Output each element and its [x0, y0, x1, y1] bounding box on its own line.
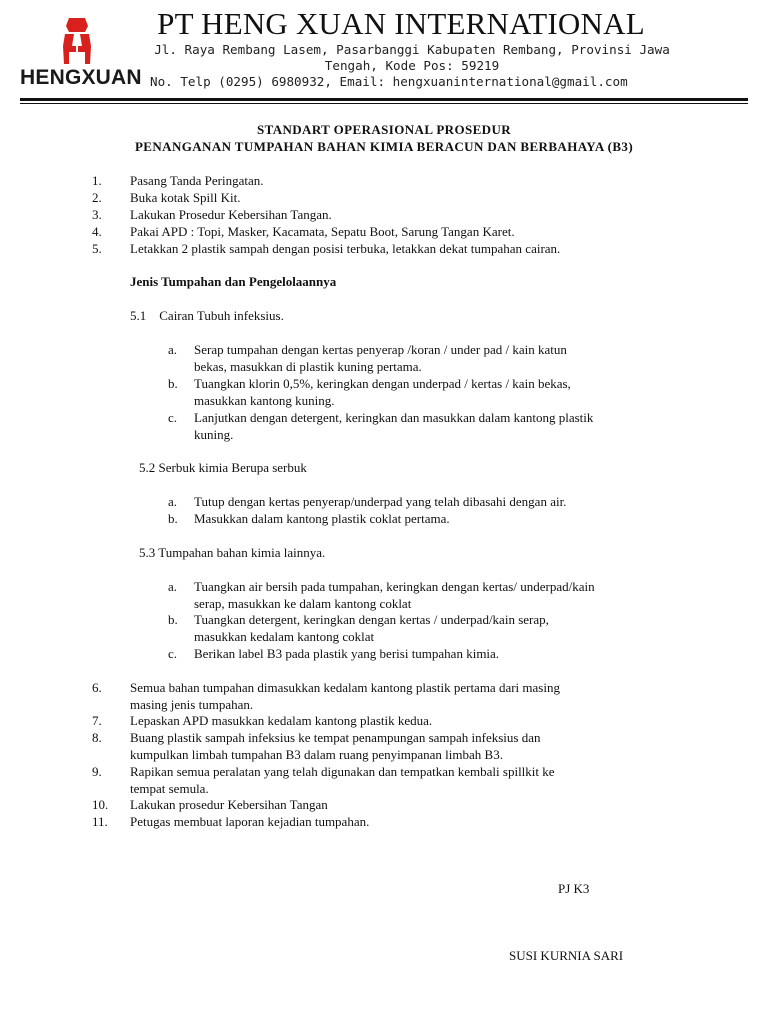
sub-item-letter: c. — [168, 410, 178, 425]
address-line-2: Tengah, Kode Pos: 59219 — [324, 58, 500, 73]
subsection-heading-5-1: 5.1 Cairan Tubuh infeksius. — [130, 308, 284, 323]
step-text: Lepaskan APD masukkan kedalam kantong plastik kedua. — [130, 713, 433, 728]
step-text: Rapikan semua peralatan yang telah digunakan dan tempatkan kembali spillkit ke — [130, 764, 555, 779]
sub-item-text: masukkan kantong kuning. — [194, 393, 335, 408]
signature-role: PJ K3 — [558, 881, 590, 896]
contact-line: No. Telp (0295) 6980932, Email: hengxuaninternational@gmail.com — [150, 74, 628, 89]
subsection-heading-5-2: 5.2 Serbuk kimia Berupa serbuk — [139, 460, 307, 475]
step-text: kumpulkan limbah tumpahan B3 dalam ruang penyimpanan limbah B3. — [130, 747, 503, 762]
header-divider-thin — [20, 103, 748, 104]
sub-item-text: serap, masukkan ke dalam kantong coklat — [194, 596, 412, 611]
sub-item-text: Tuangkan detergent, keringkan dengan kertas / underpad/kain serap, — [194, 612, 549, 627]
logo-wordmark: HENGXUAN — [20, 66, 142, 89]
sub-item-text: Tuangkan air bersih pada tumpahan, keringkan dengan kertas/ underpad/kain — [194, 579, 595, 594]
step-text: Semua bahan tumpahan dimasukkan kedalam kantong plastik pertama dari masing — [130, 680, 560, 695]
sub-item-text: kuning. — [194, 427, 234, 442]
sub-item-letter: b. — [168, 612, 178, 627]
step-number: 7. — [92, 713, 102, 728]
step-number: 10. — [92, 797, 109, 812]
address-line-1: Jl. Raya Rembang Lasem, Pasarbanggi Kabupaten Rembang, Provinsi Jawa — [154, 42, 670, 57]
header-divider-thick — [20, 98, 748, 101]
document-subtitle: PENANGANAN TUMPAHAN BAHAN KIMIA BERACUN DAN BERBAHAYA (B3) — [134, 139, 634, 154]
step-text: tempat semula. — [130, 781, 209, 796]
company-logo-icon — [60, 16, 94, 66]
step-text: Lakukan Prosedur Kebersihan Tangan. — [130, 207, 332, 222]
document-title: STANDART OPERASIONAL PROSEDUR — [256, 122, 512, 137]
step-text: Letakkan 2 plastik sampah dengan posisi terbuka, letakkan dekat tumpahan cairan. — [130, 241, 561, 256]
company-name: PT HENG XUAN INTERNATIONAL — [157, 6, 645, 41]
step-number: 8. — [92, 730, 102, 745]
sub-item-text: Lanjutkan dengan detergent, keringkan dan masukkan dalam kantong plastik — [194, 410, 594, 425]
step-number: 2. — [92, 190, 102, 205]
sub-item-letter: a. — [168, 494, 178, 509]
sub-item-letter: b. — [168, 376, 178, 391]
step-number: 1. — [92, 173, 102, 188]
step-text: Pakai APD : Topi, Masker, Kacamata, Sepatu Boot, Sarung Tangan Karet. — [130, 224, 515, 239]
sub-item-text: Tuangkan klorin 0,5%, keringkan dengan underpad / kertas / kain bekas, — [194, 376, 571, 391]
sub-item-letter: a. — [168, 579, 178, 594]
step-text: masing jenis tumpahan. — [130, 697, 254, 712]
step-number: 6. — [92, 680, 102, 695]
sub-item-letter: b. — [168, 511, 178, 526]
step-number: 3. — [92, 207, 102, 222]
step-number: 9. — [92, 764, 102, 779]
signature-name: SUSI KURNIA SARI — [509, 948, 624, 963]
step-text: Petugas membuat laporan kejadian tumpahan. — [130, 814, 370, 829]
step-number: 4. — [92, 224, 102, 239]
subsection-heading-5-3: 5.3 Tumpahan bahan kimia lainnya. — [139, 545, 326, 560]
sub-item-text: Berikan label B3 pada plastik yang berisi tumpahan kimia. — [194, 646, 500, 661]
step-number: 5. — [92, 241, 102, 256]
sub-item-text: bekas, masukkan di plastik kuning pertama. — [194, 359, 422, 374]
sub-item-text: Serap tumpahan dengan kertas penyerap /koran / under pad / kain katun — [194, 342, 567, 357]
sub-item-text: Tutup dengan kertas penyerap/underpad yang telah dibasahi dengan air. — [194, 494, 567, 509]
sub-item-text: Masukkan dalam kantong plastik coklat pertama. — [194, 511, 450, 526]
step-text: Lakukan prosedur Kebersihan Tangan — [130, 797, 328, 812]
sub-item-letter: c. — [168, 646, 178, 661]
section-heading: Jenis Tumpahan dan Pengelolaannya — [130, 274, 337, 289]
step-text: Buka kotak Spill Kit. — [130, 190, 241, 205]
step-text: Pasang Tanda Peringatan. — [130, 173, 264, 188]
step-number: 11. — [92, 814, 108, 829]
sub-item-text: masukkan kedalam kantong coklat — [194, 629, 375, 644]
step-text: Buang plastik sampah infeksius ke tempat penampungan sampah infeksius dan — [130, 730, 541, 745]
sub-item-letter: a. — [168, 342, 178, 357]
